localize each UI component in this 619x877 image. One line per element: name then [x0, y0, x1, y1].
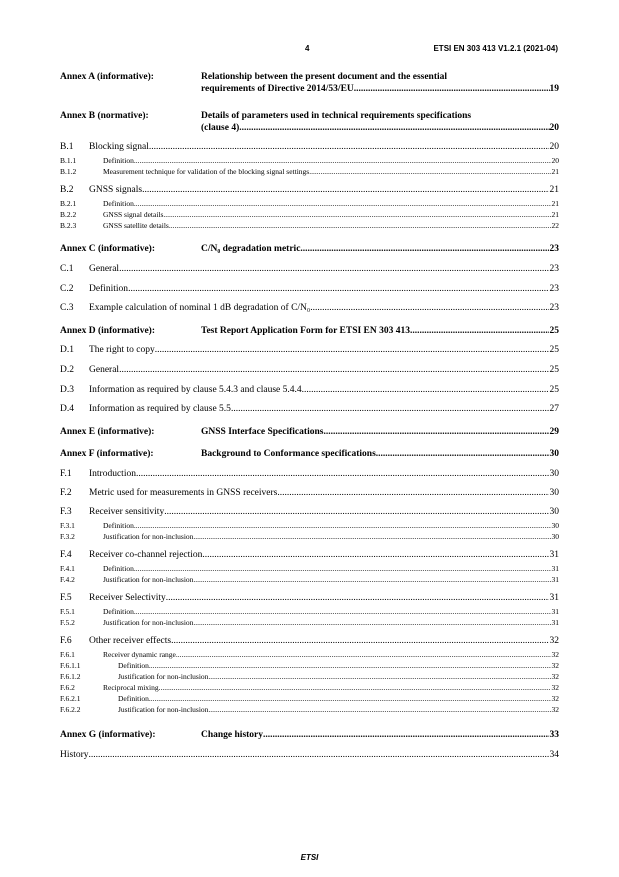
toc-leader — [142, 185, 548, 195]
toc-annex-number: Annex B (normative): — [60, 111, 149, 121]
toc-entry-d1[interactable] — [60, 345, 559, 355]
toc-entry-b2-2[interactable] — [60, 210, 559, 219]
toc-title: General — [89, 264, 120, 274]
toc-leader — [166, 593, 549, 603]
toc-leader — [89, 750, 549, 760]
toc-entry-f6-1-2[interactable] — [60, 672, 559, 681]
footer-etsi: ETSI — [300, 853, 319, 862]
toc-number: F.6.2.1 — [60, 694, 81, 703]
toc-entry-c2[interactable] — [60, 284, 559, 294]
toc-leader — [176, 650, 551, 659]
toc-annex-title-line2: (clause 4) — [201, 123, 240, 133]
toc-leader — [302, 385, 549, 395]
toc-entry-f6-1-1[interactable] — [60, 661, 559, 670]
toc-number: F.6.2 — [60, 683, 75, 692]
toc-title: Definition — [118, 694, 149, 703]
toc-leader — [149, 142, 549, 152]
toc-title: Definition — [103, 607, 134, 616]
toc-page: 34 — [549, 750, 559, 760]
toc-page: 25 — [549, 326, 559, 336]
toc-leader — [310, 303, 548, 313]
toc-title: GNSS Interface Specifications — [201, 427, 324, 437]
toc-title: Test Report Application Form for ETSI EN 303 413 — [201, 326, 411, 336]
toc-number: F.6.2.2 — [60, 705, 81, 714]
toc-entry-c3[interactable] — [60, 303, 559, 313]
toc-annex-d[interactable] — [60, 326, 559, 336]
toc-entry-b2[interactable] — [60, 185, 559, 195]
toc-page: 23 — [549, 284, 559, 294]
toc-entry-f3[interactable] — [60, 507, 559, 517]
toc-number: F.1 — [60, 469, 72, 479]
toc-number: B.2.3 — [60, 221, 77, 230]
toc-page: 33 — [549, 730, 559, 740]
toc-title: Metric used for measurements in GNSS receivers — [89, 488, 278, 498]
toc-number: B.2.2 — [60, 210, 77, 219]
toc-title: Blocking signal — [89, 142, 149, 152]
toc-page: 32 — [551, 694, 559, 703]
toc-title: Receiver dynamic range — [103, 650, 176, 659]
toc-number: B.2.1 — [60, 199, 77, 208]
toc-entry-f3-1[interactable] — [60, 521, 559, 530]
toc-leader — [263, 730, 548, 740]
toc-annex-number: Annex E (informative): — [60, 427, 155, 437]
toc-page: 19 — [549, 84, 559, 94]
toc-title: Justification for non-inclusion — [103, 575, 194, 584]
toc-entry-f4-1[interactable] — [60, 564, 559, 573]
toc-leader — [208, 705, 550, 714]
toc-leader — [134, 156, 551, 165]
toc-title: Other receiver effects — [89, 636, 172, 646]
toc-leader — [323, 427, 548, 437]
toc-leader — [208, 672, 550, 681]
toc-page: 31 — [551, 618, 559, 627]
toc-page: 29 — [549, 427, 559, 437]
toc-entry-f6-1[interactable] — [60, 650, 559, 659]
toc-leader — [149, 694, 551, 703]
toc-page: 20 — [549, 142, 559, 152]
toc-annex-g[interactable] — [60, 730, 559, 740]
toc-page: 23 — [549, 264, 559, 274]
toc-page: 27 — [549, 404, 559, 414]
toc-leader — [300, 244, 548, 254]
toc-leader — [134, 199, 551, 208]
toc-title: GNSS signal details — [103, 210, 164, 219]
toc-number: F.2 — [60, 488, 72, 498]
toc-number: F.6.1.1 — [60, 661, 81, 670]
toc-entry-d2[interactable] — [60, 365, 559, 375]
toc-number: C.1 — [60, 264, 74, 274]
toc-title: Justification for non-inclusion — [118, 672, 209, 681]
toc-title: Definition — [89, 284, 129, 294]
toc-entry-b1[interactable] — [60, 142, 559, 152]
toc-annex-e[interactable] — [60, 427, 559, 437]
toc-annex-f[interactable] — [60, 449, 559, 459]
toc-page: 25 — [549, 345, 559, 355]
toc-title: Information as required by clause 5.5 — [89, 404, 231, 414]
toc-entry-f5-2[interactable] — [60, 618, 559, 627]
toc-leader — [164, 507, 548, 517]
toc-number: D.3 — [60, 385, 74, 395]
toc-annex-number: Annex D (informative): — [60, 326, 155, 336]
toc-page: 30 — [551, 532, 559, 541]
toc-entry-f6-2-1[interactable] — [60, 694, 559, 703]
toc-page: 31 — [551, 575, 559, 584]
toc-title: The right to copy — [89, 345, 155, 355]
toc-page: 31 — [551, 564, 559, 573]
toc-entry-f3-2[interactable] — [60, 532, 559, 541]
toc-entry-f2[interactable] — [60, 488, 559, 498]
toc-page: 30 — [549, 469, 559, 479]
toc-title: Change history — [201, 730, 264, 740]
toc-page: 21 — [549, 185, 559, 195]
toc-entry-f6-2-2[interactable] — [60, 705, 559, 714]
toc-number: F.4.1 — [60, 564, 75, 573]
toc-title: Example calculation of nominal 1 dB degradation of C/N₀ — [89, 303, 311, 313]
toc-annex-number: Annex G (informative): — [60, 730, 156, 740]
toc-number: D.1 — [60, 345, 74, 355]
toc-leader — [354, 84, 550, 94]
toc-entry-f6-2[interactable] — [60, 683, 559, 692]
toc-number: F.6 — [60, 636, 72, 646]
toc-title: Information as required by clause 5.4.3 and clause 5.4.4 — [89, 385, 302, 395]
toc-number: B.2 — [60, 185, 74, 195]
document-id: ETSI EN 303 413 V1.2.1 (2021-04) — [433, 44, 558, 53]
toc-leader — [193, 532, 550, 541]
toc-leader — [309, 167, 550, 176]
toc-number: F.5.2 — [60, 618, 75, 627]
toc-title: Receiver sensitivity — [89, 507, 165, 517]
toc-leader — [134, 564, 551, 573]
toc-title: Definition — [103, 156, 134, 165]
toc-title: Measurement technique for validation of the blocking signal settings — [103, 167, 310, 176]
toc-entry-d4[interactable] — [60, 404, 559, 414]
toc-annex-number: Annex F (informative): — [60, 449, 154, 459]
toc-page: 25 — [549, 365, 559, 375]
toc-leader — [239, 123, 549, 133]
toc-page: 32 — [551, 650, 559, 659]
toc-number: B.1.2 — [60, 167, 77, 176]
toc-page: 30 — [551, 521, 559, 530]
toc-page: 21 — [551, 210, 559, 219]
toc-annex-title-line2: requirements of Directive 2014/53/EU — [201, 84, 354, 94]
toc-title: Receiver Selectivity — [89, 593, 166, 603]
toc-page: 32 — [549, 636, 559, 646]
toc-leader — [169, 221, 551, 230]
toc-annex-number: Annex A (informative): — [60, 72, 154, 82]
toc-number: F.6.1.2 — [60, 672, 81, 681]
toc-leader — [155, 345, 549, 355]
toc-page: 31 — [551, 607, 559, 616]
toc-annex-title-line1: Relationship between the present document and the essential — [201, 72, 448, 82]
toc-title: Background to Conformance specifications — [201, 449, 376, 459]
toc-number: F.6.1 — [60, 650, 75, 659]
toc-title: Definition — [103, 199, 134, 208]
toc-page: 22 — [551, 221, 559, 230]
toc-title: GNSS signals — [89, 185, 143, 195]
toc-page: 21 — [551, 199, 559, 208]
toc-title: Definition — [103, 564, 134, 573]
toc-entry-b1-1[interactable] — [60, 156, 559, 165]
toc-page: 32 — [551, 672, 559, 681]
toc-title: Justification for non-inclusion — [103, 532, 194, 541]
toc-entry-f5[interactable] — [60, 593, 559, 603]
toc-title: GNSS satellite details — [103, 221, 169, 230]
toc-number: F.5 — [60, 593, 72, 603]
toc-page: 20 — [551, 156, 559, 165]
toc-page: 30 — [549, 449, 559, 459]
toc-title: Justification for non-inclusion — [103, 618, 194, 627]
toc-page: 30 — [549, 507, 559, 517]
toc-entry-d3[interactable] — [60, 385, 559, 395]
toc-title: Introduction — [89, 469, 136, 479]
toc-entry-f5-1[interactable] — [60, 607, 559, 616]
toc-entry-f6[interactable] — [60, 636, 559, 646]
toc-number: B.1.1 — [60, 156, 77, 165]
toc-leader — [410, 326, 548, 336]
toc-leader — [163, 210, 550, 219]
toc-number: C.3 — [60, 303, 74, 313]
toc-number: D.2 — [60, 365, 74, 375]
toc-title: History — [60, 750, 89, 760]
toc-title: Receiver co-channel rejection — [89, 550, 203, 560]
toc-leader — [376, 449, 549, 459]
toc-page: 31 — [549, 550, 559, 560]
toc-title: Definition — [103, 521, 134, 530]
toc-leader — [128, 284, 548, 294]
toc-entry-b2-3[interactable] — [60, 221, 559, 230]
toc-leader — [136, 469, 549, 479]
toc-entry-history[interactable] — [60, 750, 559, 760]
toc-leader — [171, 636, 548, 646]
toc-page: 20 — [549, 123, 559, 133]
toc-leader — [202, 550, 548, 560]
toc-page: 25 — [549, 385, 559, 395]
toc-number: F.3.2 — [60, 532, 75, 541]
toc-annex-c[interactable] — [60, 244, 559, 254]
toc-page: 23 — [549, 244, 559, 254]
toc-entry-b2-1[interactable] — [60, 199, 559, 208]
toc-leader — [149, 661, 551, 670]
toc-leader — [119, 365, 548, 375]
toc-number: B.1 — [60, 142, 74, 152]
toc-entry-f4-2[interactable] — [60, 575, 559, 584]
toc-page: 32 — [551, 661, 559, 670]
toc-page: 32 — [551, 705, 559, 714]
toc-number: F.4.2 — [60, 575, 75, 584]
toc-leader — [231, 404, 549, 414]
toc-title: Definition — [118, 661, 149, 670]
toc-annex-title-line1: Details of parameters used in technical requirements specifications — [201, 111, 472, 121]
toc-leader — [193, 618, 550, 627]
toc-number: F.3 — [60, 507, 72, 517]
toc-leader — [119, 264, 548, 274]
toc-leader — [159, 683, 551, 692]
toc-page: 32 — [551, 683, 559, 692]
toc-entry-f1[interactable] — [60, 469, 559, 479]
toc-page: 31 — [549, 593, 559, 603]
toc-entry-f4[interactable] — [60, 550, 559, 560]
toc-leader — [193, 575, 550, 584]
toc-title: Justification for non-inclusion — [118, 705, 209, 714]
toc-page: 30 — [549, 488, 559, 498]
toc-leader — [134, 607, 551, 616]
toc-number: D.4 — [60, 404, 74, 414]
toc-number: C.2 — [60, 284, 74, 294]
toc-title: General — [89, 365, 120, 375]
toc-leader — [134, 521, 551, 530]
toc-title: C/N₀ degradation metric — [201, 244, 301, 254]
toc-page: 21 — [551, 167, 559, 176]
toc-title: Reciprocal mixing — [103, 683, 159, 692]
toc-page: 23 — [549, 303, 559, 313]
toc-entry-c1[interactable] — [60, 264, 559, 274]
toc-number: F.4 — [60, 550, 72, 560]
toc-annex-number: Annex C (informative): — [60, 244, 155, 254]
toc-entry-b1-2[interactable] — [60, 167, 559, 176]
toc-leader — [277, 488, 548, 498]
toc-number: F.3.1 — [60, 521, 75, 530]
toc-number: F.5.1 — [60, 607, 75, 616]
page-number: 4 — [305, 44, 310, 53]
